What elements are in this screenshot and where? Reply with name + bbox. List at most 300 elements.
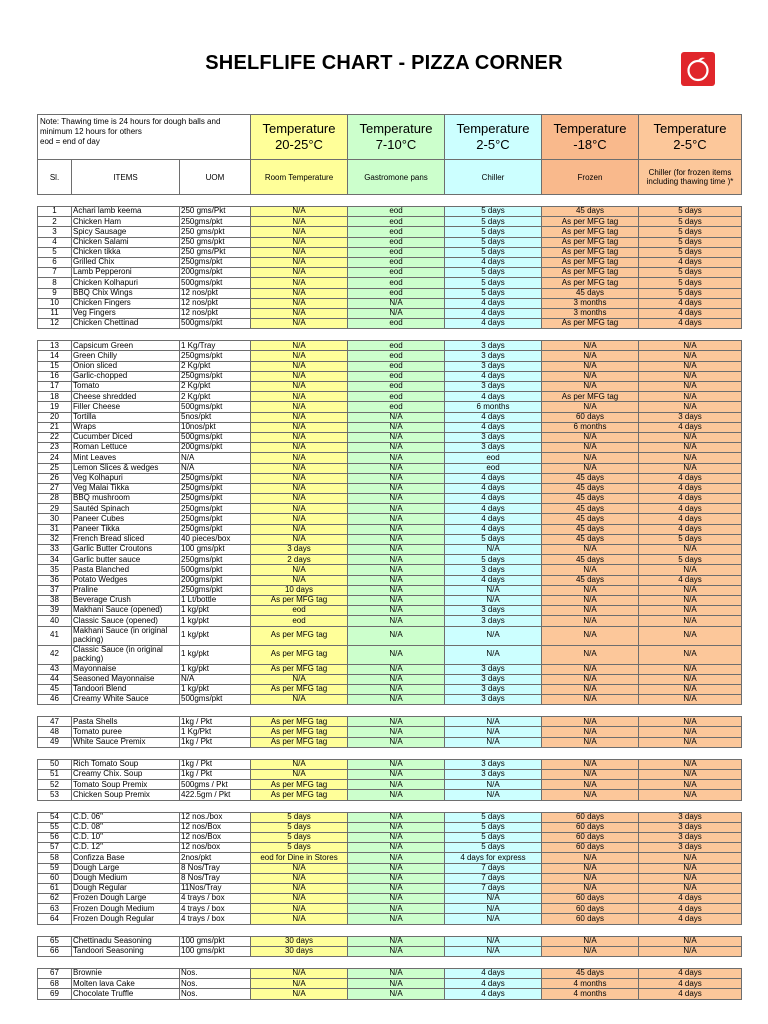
col-header-uom: UOM (180, 160, 251, 195)
cell-gastro: N/A (348, 555, 445, 565)
cell-thaw: N/A (639, 727, 742, 737)
cell-sl: 31 (38, 524, 72, 534)
cell-uom: 12 nos/Box (180, 822, 251, 832)
cell-thaw: 5 days (639, 237, 742, 247)
cell-frozen: N/A (542, 863, 639, 873)
cell-item: Green Chilly (72, 351, 180, 361)
cell-room: N/A (251, 432, 348, 442)
cell-item: Molten lava Cake (72, 979, 180, 989)
cell-thaw: 5 days (639, 555, 742, 565)
cell-uom: Nos. (180, 989, 251, 999)
cell-room: N/A (251, 288, 348, 298)
temp-label: Temperature (553, 121, 627, 136)
cell-sl: 46 (38, 695, 72, 705)
cell-gastro: N/A (348, 770, 445, 780)
cell-item: Tortilla (72, 412, 180, 422)
group-spacer (38, 329, 742, 341)
cell-thaw: 4 days (639, 914, 742, 924)
table-row (38, 257, 742, 267)
cell-chiller: 4 days (445, 504, 542, 514)
cell-uom: 500gms/pkt (180, 319, 251, 329)
cell-thaw: 4 days (639, 575, 742, 585)
table-row (38, 319, 742, 329)
cell-frozen: 60 days (542, 894, 639, 904)
cell-thaw: N/A (639, 371, 742, 381)
cell-gastro: N/A (348, 904, 445, 914)
cell-frozen: N/A (542, 371, 639, 381)
cell-item: Roman Lettuce (72, 443, 180, 453)
cell-uom: 500gms/pkt (180, 432, 251, 442)
cell-room: N/A (251, 969, 348, 979)
cell-frozen: 60 days (542, 843, 639, 853)
table-row (38, 790, 742, 800)
cell-gastro: N/A (348, 443, 445, 453)
col-header-thaw: Chiller (for frozen items including thawing time )* (639, 160, 742, 195)
cell-chiller: 3 days (445, 684, 542, 694)
cell-chiller: N/A (445, 914, 542, 924)
cell-uom: 200gms/pkt (180, 268, 251, 278)
cell-uom: 100 gms/pkt (180, 545, 251, 555)
table-row (38, 832, 742, 842)
table-row (38, 585, 742, 595)
cell-item: C.D. 06" (72, 812, 180, 822)
cell-frozen: N/A (542, 606, 639, 616)
cell-uom: 100 gms/pkt (180, 936, 251, 946)
temp-range: -18°C (573, 137, 607, 152)
cell-room: As per MFG tag (251, 717, 348, 727)
cell-uom: 11Nos/Tray (180, 883, 251, 893)
cell-gastro: eod (348, 351, 445, 361)
cell-uom: 1 Kg/Tray (180, 341, 251, 351)
cell-frozen: N/A (542, 684, 639, 694)
cell-thaw: 5 days (639, 247, 742, 257)
cell-gastro: N/A (348, 412, 445, 422)
table-row (38, 555, 742, 565)
cell-frozen: 45 days (542, 288, 639, 298)
cell-frozen: N/A (542, 341, 639, 351)
temp-header-room (251, 115, 348, 160)
group-spacer (38, 957, 742, 969)
col-header-items: ITEMS (72, 160, 180, 195)
cell-item: Tandoori Seasoning (72, 946, 180, 956)
cell-uom: Nos. (180, 969, 251, 979)
cell-thaw: 4 days (639, 422, 742, 432)
cell-item: Paneer Cubes (72, 514, 180, 524)
cell-room: As per MFG tag (251, 737, 348, 747)
group-spacer (38, 924, 742, 936)
cell-uom: 12 nos/box (180, 843, 251, 853)
temp-label: Temperature (262, 121, 336, 136)
cell-room: As per MFG tag (251, 780, 348, 790)
cell-room: N/A (251, 770, 348, 780)
cell-sl: 36 (38, 575, 72, 585)
cell-uom: 250gms/pkt (180, 514, 251, 524)
cell-frozen: N/A (542, 946, 639, 956)
table-row (38, 717, 742, 727)
cell-room: 5 days (251, 812, 348, 822)
cell-uom: 1kg / Pkt (180, 770, 251, 780)
cell-frozen: As per MFG tag (542, 227, 639, 237)
table-row (38, 288, 742, 298)
cell-item: Makhani Sauce (opened) (72, 606, 180, 616)
cell-gastro: N/A (348, 565, 445, 575)
cell-thaw: 4 days (639, 298, 742, 308)
cell-uom: 250gms/pkt (180, 504, 251, 514)
cell-uom: N/A (180, 453, 251, 463)
cell-frozen: 45 days (542, 207, 639, 217)
cell-item: Chicken Soup Premix (72, 790, 180, 800)
cell-uom: 12 nos/pkt (180, 298, 251, 308)
cell-thaw: N/A (639, 402, 742, 412)
cell-frozen: As per MFG tag (542, 257, 639, 267)
temp-header-frozen (542, 115, 639, 160)
cell-thaw: 4 days (639, 494, 742, 504)
cell-sl: 22 (38, 432, 72, 442)
cell-chiller: 3 days (445, 443, 542, 453)
cell-thaw: 4 days (639, 308, 742, 318)
cell-item: Dough Medium (72, 873, 180, 883)
cell-gastro: N/A (348, 504, 445, 514)
cell-thaw: N/A (639, 392, 742, 402)
cell-room: N/A (251, 494, 348, 504)
table-row (38, 453, 742, 463)
cell-uom: 1 kg/pkt (180, 684, 251, 694)
cell-thaw: N/A (639, 737, 742, 747)
cell-gastro: N/A (348, 780, 445, 790)
cell-uom: 250gms/pkt (180, 473, 251, 483)
table-row (38, 626, 742, 645)
cell-sl: 35 (38, 565, 72, 575)
cell-frozen: 45 days (542, 504, 639, 514)
cell-chiller: N/A (445, 946, 542, 956)
cell-gastro: N/A (348, 645, 445, 664)
cell-thaw: 4 days (639, 524, 742, 534)
cell-chiller: 4 days (445, 524, 542, 534)
cell-item: Rich Tomato Soup (72, 759, 180, 769)
cell-gastro: N/A (348, 812, 445, 822)
cell-item: Creamy White Sauce (72, 695, 180, 705)
cell-gastro: eod (348, 207, 445, 217)
cell-thaw: 5 days (639, 227, 742, 237)
col-header-chiller: Chiller (445, 160, 542, 195)
cell-sl: 56 (38, 832, 72, 842)
table-row (38, 382, 742, 392)
cell-item: Tomato Soup Premix (72, 780, 180, 790)
cell-item: Veg Kolhapuri (72, 473, 180, 483)
cell-sl: 34 (38, 555, 72, 565)
group-spacer (38, 705, 742, 717)
cell-thaw: 3 days (639, 832, 742, 842)
cell-item: Paneer Tikka (72, 524, 180, 534)
cell-chiller: 4 days (445, 494, 542, 504)
cell-uom: 500gms/pkt (180, 565, 251, 575)
cell-room: N/A (251, 463, 348, 473)
cell-sl: 20 (38, 412, 72, 422)
cell-sl: 26 (38, 473, 72, 483)
cell-frozen: N/A (542, 382, 639, 392)
cell-room: 2 days (251, 555, 348, 565)
shelflife-table (37, 114, 742, 1000)
cell-uom: 250gms/pkt (180, 524, 251, 534)
table-row (38, 780, 742, 790)
cell-uom: 12 nos/pkt (180, 288, 251, 298)
cell-sl: 25 (38, 463, 72, 473)
cell-sl: 45 (38, 684, 72, 694)
cell-thaw: N/A (639, 883, 742, 893)
cell-sl: 5 (38, 247, 72, 257)
table-row (38, 863, 742, 873)
table-row (38, 227, 742, 237)
cell-room: 30 days (251, 936, 348, 946)
cell-chiller: 5 days (445, 278, 542, 288)
cell-gastro: N/A (348, 853, 445, 863)
cell-sl: 9 (38, 288, 72, 298)
cell-frozen: N/A (542, 432, 639, 442)
cell-gastro: N/A (348, 883, 445, 893)
cell-uom: 12 nos/pkt (180, 308, 251, 318)
cell-sl: 3 (38, 227, 72, 237)
cell-gastro: N/A (348, 727, 445, 737)
cell-chiller: 3 days (445, 695, 542, 705)
cell-sl: 38 (38, 595, 72, 605)
table-row (38, 822, 742, 832)
cell-gastro: N/A (348, 616, 445, 626)
cell-gastro: N/A (348, 873, 445, 883)
table-row (38, 247, 742, 257)
table-row (38, 914, 742, 924)
cell-room: N/A (251, 308, 348, 318)
cell-gastro: N/A (348, 674, 445, 684)
group-spacer-cell (38, 747, 742, 759)
cell-gastro: N/A (348, 684, 445, 694)
cell-room: As per MFG tag (251, 727, 348, 737)
cell-chiller: N/A (445, 780, 542, 790)
cell-item: Pasta Blanched (72, 565, 180, 575)
cell-uom: 422.5gm / Pkt (180, 790, 251, 800)
cell-gastro: N/A (348, 979, 445, 989)
cell-item: French Bread sliced (72, 534, 180, 544)
cell-room: N/A (251, 443, 348, 453)
cell-thaw: N/A (639, 453, 742, 463)
cell-chiller: N/A (445, 545, 542, 555)
cell-item: Capsicum Green (72, 341, 180, 351)
cell-frozen: As per MFG tag (542, 278, 639, 288)
cell-frozen: As per MFG tag (542, 237, 639, 247)
table-row (38, 737, 742, 747)
cell-room: N/A (251, 207, 348, 217)
cell-uom: 500gms/pkt (180, 278, 251, 288)
cell-item: Dough Large (72, 863, 180, 873)
cell-uom: 250gms/pkt (180, 555, 251, 565)
cell-uom: 12 nos./box (180, 812, 251, 822)
cell-thaw: 4 days (639, 504, 742, 514)
cell-gastro: N/A (348, 606, 445, 616)
temp-label: Temperature (456, 121, 530, 136)
cell-chiller: 5 days (445, 247, 542, 257)
cell-item: Chicken Kolhapuri (72, 278, 180, 288)
cell-chiller: 3 days (445, 382, 542, 392)
cell-item: Chicken Salami (72, 237, 180, 247)
cell-room: 3 days (251, 545, 348, 555)
cell-room: N/A (251, 504, 348, 514)
cell-item: Tomato puree (72, 727, 180, 737)
cell-frozen: N/A (542, 453, 639, 463)
cell-room: N/A (251, 402, 348, 412)
cell-frozen: 4 months (542, 989, 639, 999)
page-title: SHELFLIFE CHART - PIZZA CORNER (205, 52, 563, 74)
cell-uom: 250 gms/pkt (180, 237, 251, 247)
cell-gastro: N/A (348, 936, 445, 946)
table-row (38, 402, 742, 412)
cell-uom: 2 Kg/pkt (180, 382, 251, 392)
table-row (38, 422, 742, 432)
cell-chiller: 3 days (445, 565, 542, 575)
cell-thaw: N/A (639, 684, 742, 694)
cell-thaw: 5 days (639, 278, 742, 288)
cell-thaw: 4 days (639, 319, 742, 329)
cell-chiller: 3 days (445, 664, 542, 674)
cell-chiller: 4 days (445, 392, 542, 402)
cell-frozen: N/A (542, 695, 639, 705)
cell-item: Potato Wedges (72, 575, 180, 585)
cell-gastro: N/A (348, 717, 445, 727)
table-row (38, 645, 742, 664)
cell-chiller: 7 days (445, 873, 542, 883)
cell-frozen: 60 days (542, 904, 639, 914)
table-row (38, 298, 742, 308)
col-header-room: Room Temperature (251, 160, 348, 195)
cell-thaw: N/A (639, 626, 742, 645)
cell-item: Spicy Sausage (72, 227, 180, 237)
cell-room: eod (251, 606, 348, 616)
cell-sl: 24 (38, 453, 72, 463)
cell-chiller: N/A (445, 904, 542, 914)
cell-room: As per MFG tag (251, 790, 348, 800)
table-row (38, 674, 742, 684)
cell-thaw: N/A (639, 565, 742, 575)
group-spacer-cell (38, 195, 742, 207)
cell-thaw: N/A (639, 443, 742, 453)
cell-gastro: eod (348, 288, 445, 298)
cell-uom: 1 kg/pkt (180, 626, 251, 645)
cell-chiller: 4 days (445, 422, 542, 432)
cell-item: Dough Regular (72, 883, 180, 893)
cell-room: N/A (251, 412, 348, 422)
table-row (38, 463, 742, 473)
cell-sl: 16 (38, 371, 72, 381)
cell-sl: 19 (38, 402, 72, 412)
cell-room: 10 days (251, 585, 348, 595)
cell-thaw: N/A (639, 759, 742, 769)
cell-frozen: 45 days (542, 575, 639, 585)
cell-chiller: 4 days (445, 308, 542, 318)
group-spacer (38, 195, 742, 207)
temp-label: Temperature (359, 121, 433, 136)
cell-uom: 4 trays / box (180, 904, 251, 914)
cell-uom: 1 Lt/bottle (180, 595, 251, 605)
cell-sl: 13 (38, 341, 72, 351)
cell-gastro: N/A (348, 946, 445, 956)
cell-chiller: 5 days (445, 217, 542, 227)
cell-gastro: N/A (348, 545, 445, 555)
cell-frozen: N/A (542, 873, 639, 883)
cell-frozen: N/A (542, 936, 639, 946)
cell-sl: 10 (38, 298, 72, 308)
cell-chiller: 6 months (445, 402, 542, 412)
cell-sl: 61 (38, 883, 72, 893)
cell-chiller: N/A (445, 626, 542, 645)
cell-uom: 200gms/pkt (180, 443, 251, 453)
cell-item: Classic Sauce (in original packing) (72, 645, 180, 664)
cell-gastro: N/A (348, 534, 445, 544)
cell-thaw: N/A (639, 645, 742, 664)
cell-gastro: N/A (348, 422, 445, 432)
cell-frozen: N/A (542, 463, 639, 473)
cell-sl: 17 (38, 382, 72, 392)
table-row (38, 684, 742, 694)
cell-frozen: As per MFG tag (542, 268, 639, 278)
group-spacer-cell (38, 705, 742, 717)
cell-uom: 8 Nos/Tray (180, 873, 251, 883)
cell-gastro: N/A (348, 790, 445, 800)
temp-range: 20-25°C (275, 137, 323, 152)
cell-sl: 41 (38, 626, 72, 645)
cell-chiller: 5 days (445, 822, 542, 832)
cell-room: N/A (251, 217, 348, 227)
cell-item: Mayonnaise (72, 664, 180, 674)
cell-room: N/A (251, 319, 348, 329)
table-row (38, 545, 742, 555)
cell-chiller: 4 days (445, 371, 542, 381)
cell-frozen: N/A (542, 853, 639, 863)
cell-room: As per MFG tag (251, 645, 348, 664)
table-row (38, 759, 742, 769)
cell-item: Onion sliced (72, 361, 180, 371)
cell-room: N/A (251, 894, 348, 904)
cell-room: 5 days (251, 822, 348, 832)
cell-chiller: eod (445, 453, 542, 463)
cell-thaw: N/A (639, 770, 742, 780)
cell-room: 5 days (251, 832, 348, 842)
cell-thaw: 4 days (639, 257, 742, 267)
cell-chiller: 5 days (445, 237, 542, 247)
cell-item: Garlic Butter Croutons (72, 545, 180, 555)
cell-uom: 8 Nos/Tray (180, 863, 251, 873)
cell-item: Confizza Base (72, 853, 180, 863)
cell-chiller: 3 days (445, 351, 542, 361)
cell-chiller: N/A (445, 936, 542, 946)
cell-frozen: N/A (542, 402, 639, 412)
cell-room: N/A (251, 989, 348, 999)
cell-room: 30 days (251, 946, 348, 956)
cell-thaw: N/A (639, 341, 742, 351)
cell-uom: 10nos/pkt (180, 422, 251, 432)
cell-frozen: As per MFG tag (542, 247, 639, 257)
table-row (38, 361, 742, 371)
cell-sl: 6 (38, 257, 72, 267)
table-row (38, 504, 742, 514)
cell-item: Tandoori Blend (72, 684, 180, 694)
table-row (38, 412, 742, 422)
cell-chiller: N/A (445, 717, 542, 727)
cell-frozen: 45 days (542, 494, 639, 504)
cell-gastro: eod (348, 392, 445, 402)
cell-gastro: N/A (348, 473, 445, 483)
cell-thaw: N/A (639, 595, 742, 605)
cell-gastro: N/A (348, 483, 445, 493)
cell-frozen: 60 days (542, 412, 639, 422)
cell-frozen: N/A (542, 770, 639, 780)
